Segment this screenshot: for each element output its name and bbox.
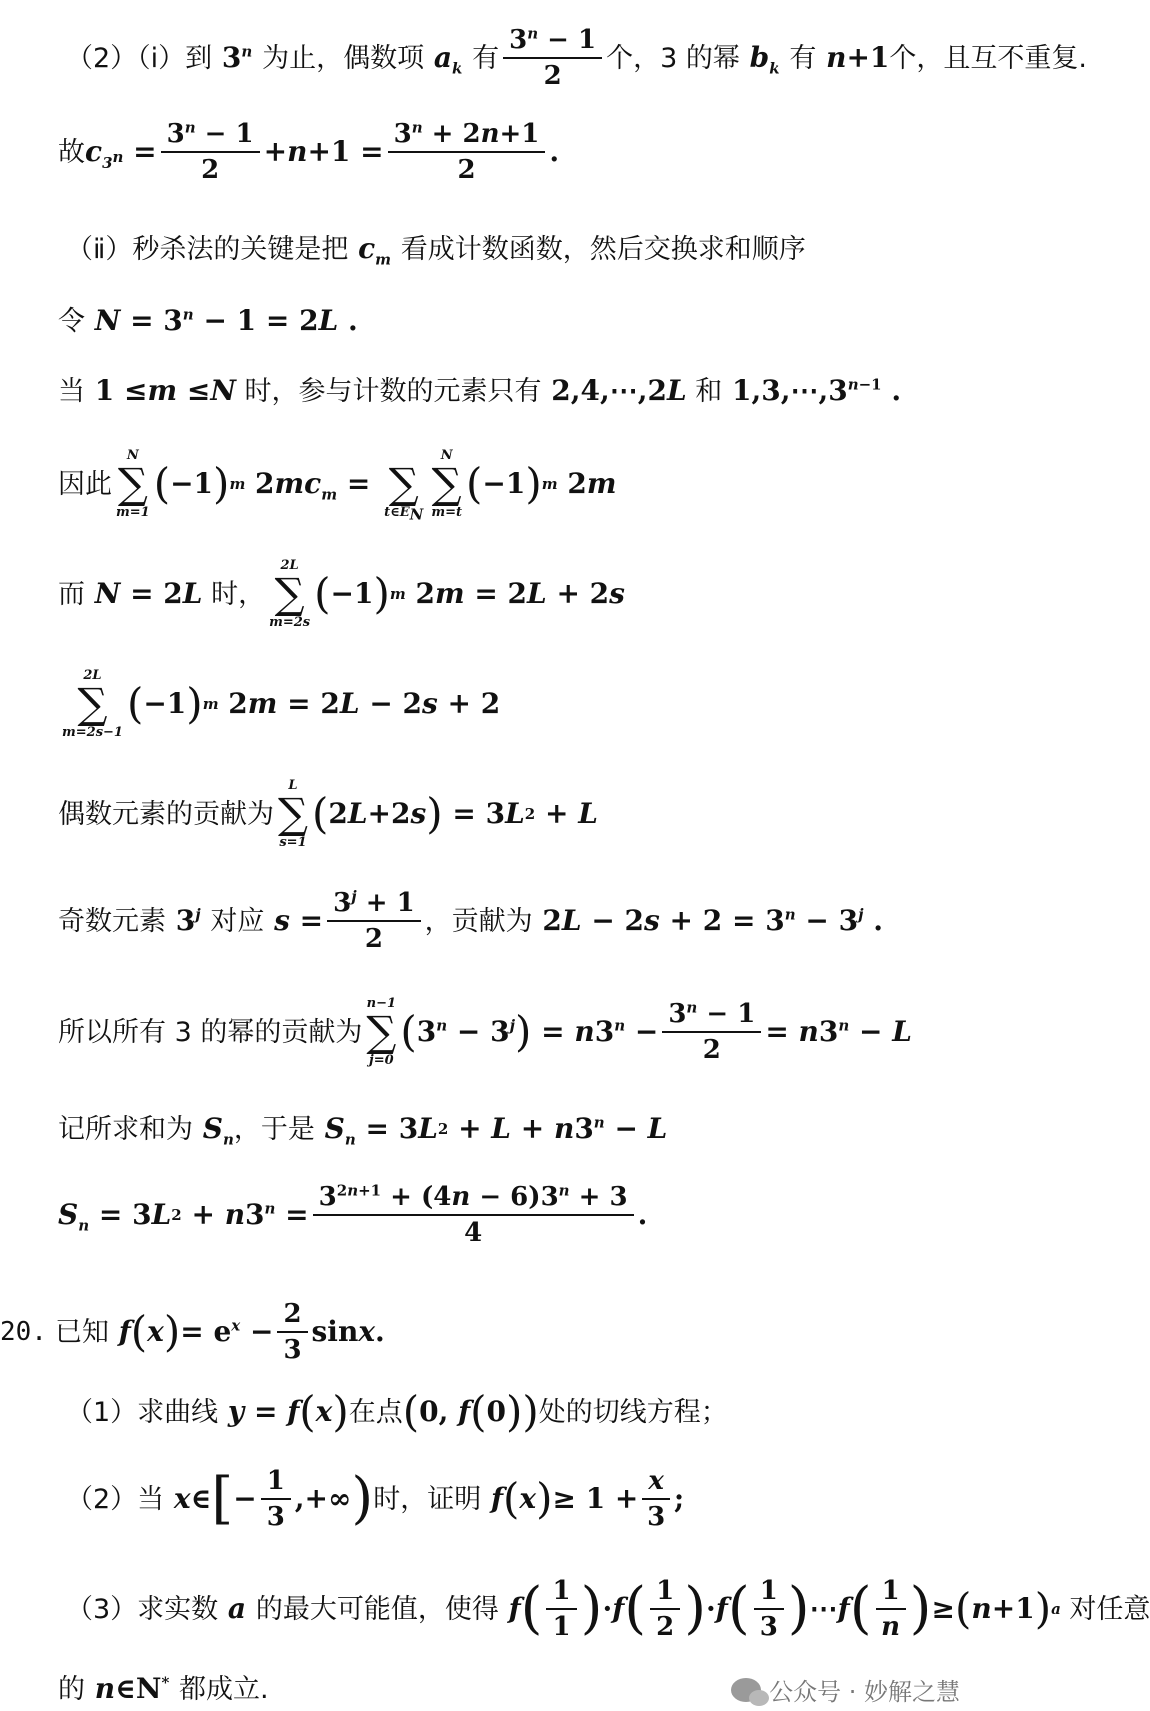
line-powers-of-3: 所以所有 3 的幂的贡献为 n−1 ∑ j=0 ( $3^n - 3^j$ ) = n $3^n$ − $\frac{3^n - 1}{2}$ = n $3^n$ − L bbox=[58, 996, 912, 1068]
watermark-label: 公众号 · 妙解之慧 bbox=[769, 1678, 960, 1706]
line-c3n: 故 $c_{3^n}$ = $\frac{3^n - 1}{2}$ + n +1 = $\frac{3^n + 2n+1}{2}$ . bbox=[58, 118, 560, 185]
watermark bbox=[731, 1672, 960, 1707]
question-20: 20. 已知 f ( x ) = $e^x$ − $\frac{2}{3}$ sin x . bbox=[0, 1299, 385, 1365]
question-20-part2: （2）当 x ∈ [ − $\frac{1}{3}$ ,+∞ ) 时，证明 f ( x ) ≥ 1 + $\frac{x}{3}$ ; bbox=[66, 1466, 685, 1532]
line-part2-i: （2）（ⅰ）到 3$^n$ 为止，偶数项 $a_k$ 有 $\frac{3^n - 1}{2}$ 个，3 的幂 $b_k$ 有 n +1 个，且互不重复. bbox=[66, 24, 1088, 91]
line-N-2L: 而 N = 2 L 时， 2L ∑ m=2s ( −1 ) m 2 m = 2 L + 2 s bbox=[58, 558, 625, 630]
wechat-icon bbox=[731, 1678, 761, 1702]
line-let-N: 令 N = $3^n - 1 = 2$ L . bbox=[58, 304, 358, 337]
line-Sn-final: $S_n$ = 3 L 2 + n $3^n$ = $\frac{3^{2n+1} + (4n - 6)3^n + 3}{4}$ . bbox=[58, 1181, 648, 1248]
fraction: $\frac{x}{3}$ bbox=[642, 1468, 670, 1530]
line-part2-ii: （ⅱ）秒杀法的关键是把 $c_m$ 看成计数函数，然后交换求和顺序 bbox=[66, 232, 806, 269]
line-odd-element: 奇数元素 3$^j$ 对应 s = $\frac{3^j + 1}{2}$ ，贡献为 2 L − 2 s + $2 = 3^n - 3^j$ . bbox=[58, 887, 883, 954]
fraction: $\frac{3^n - 1}{2}$ bbox=[503, 27, 602, 89]
line-Sn: 记所求和为 $S_n$ ，于是 $S_n$ = 3 L 2 + L + n $3^n$ − L bbox=[58, 1112, 668, 1149]
line-sum-2s-1: 2L ∑ m=2s−1 ( −1 ) m 2 m = 2 L − 2 s + 2 bbox=[62, 668, 501, 740]
question-20-part3: （3）求实数 a 的最大可能值，使得 f ( $\frac{1}{1}$ ) · f ( $\frac{1}{2}$ ) · f ( $\frac{1}{3}$ ) ⋯ f ( $\frac{1}{n}$ ) ≥ ( n +1 ) a 对任意 bbox=[66, 1576, 1150, 1642]
fraction: $\frac{2}{3}$ bbox=[277, 1301, 307, 1363]
question-20-part3-cont: 的 n ∈N* 都成立. bbox=[58, 1672, 269, 1705]
fraction: $\frac{3^{2n+1} + (4n - 6)3^n + 3}{4}$ bbox=[313, 1184, 634, 1246]
fraction: $\frac{3^n - 1}{2}$ bbox=[161, 121, 260, 183]
fraction: $\frac{3^j + 1}{2}$ bbox=[327, 890, 421, 952]
fraction: $\frac{1}{3}$ bbox=[261, 1468, 291, 1530]
line-even-contribution: 偶数元素的贡献为 L ∑ s=1 ( 2 L +2 s ) = 3 L 2 + L bbox=[58, 778, 598, 850]
fraction: $\frac{3^n - 1}{2}$ bbox=[662, 1001, 761, 1063]
fraction: $\frac{3^n + 2n+1}{2}$ bbox=[388, 121, 546, 183]
line-when-m: 当 1 ≤ m ≤ N 时，参与计数的元素只有 2,4,⋯,2 L 和 $1,3,\cdots,3^{n-1}$ . bbox=[58, 374, 902, 407]
question-20-part1: （1）求曲线 y = f ( x ) 在点 ( 0, f ( 0 ) ) 处的切线方程； bbox=[66, 1387, 728, 1436]
line-therefore-sum: 因此 N ∑ m=1 ( −1 ) m 2 $mc_m$ = ∑ $t\in E_N$ N ∑ m=t ( −1 ) m 2 m bbox=[58, 448, 617, 524]
